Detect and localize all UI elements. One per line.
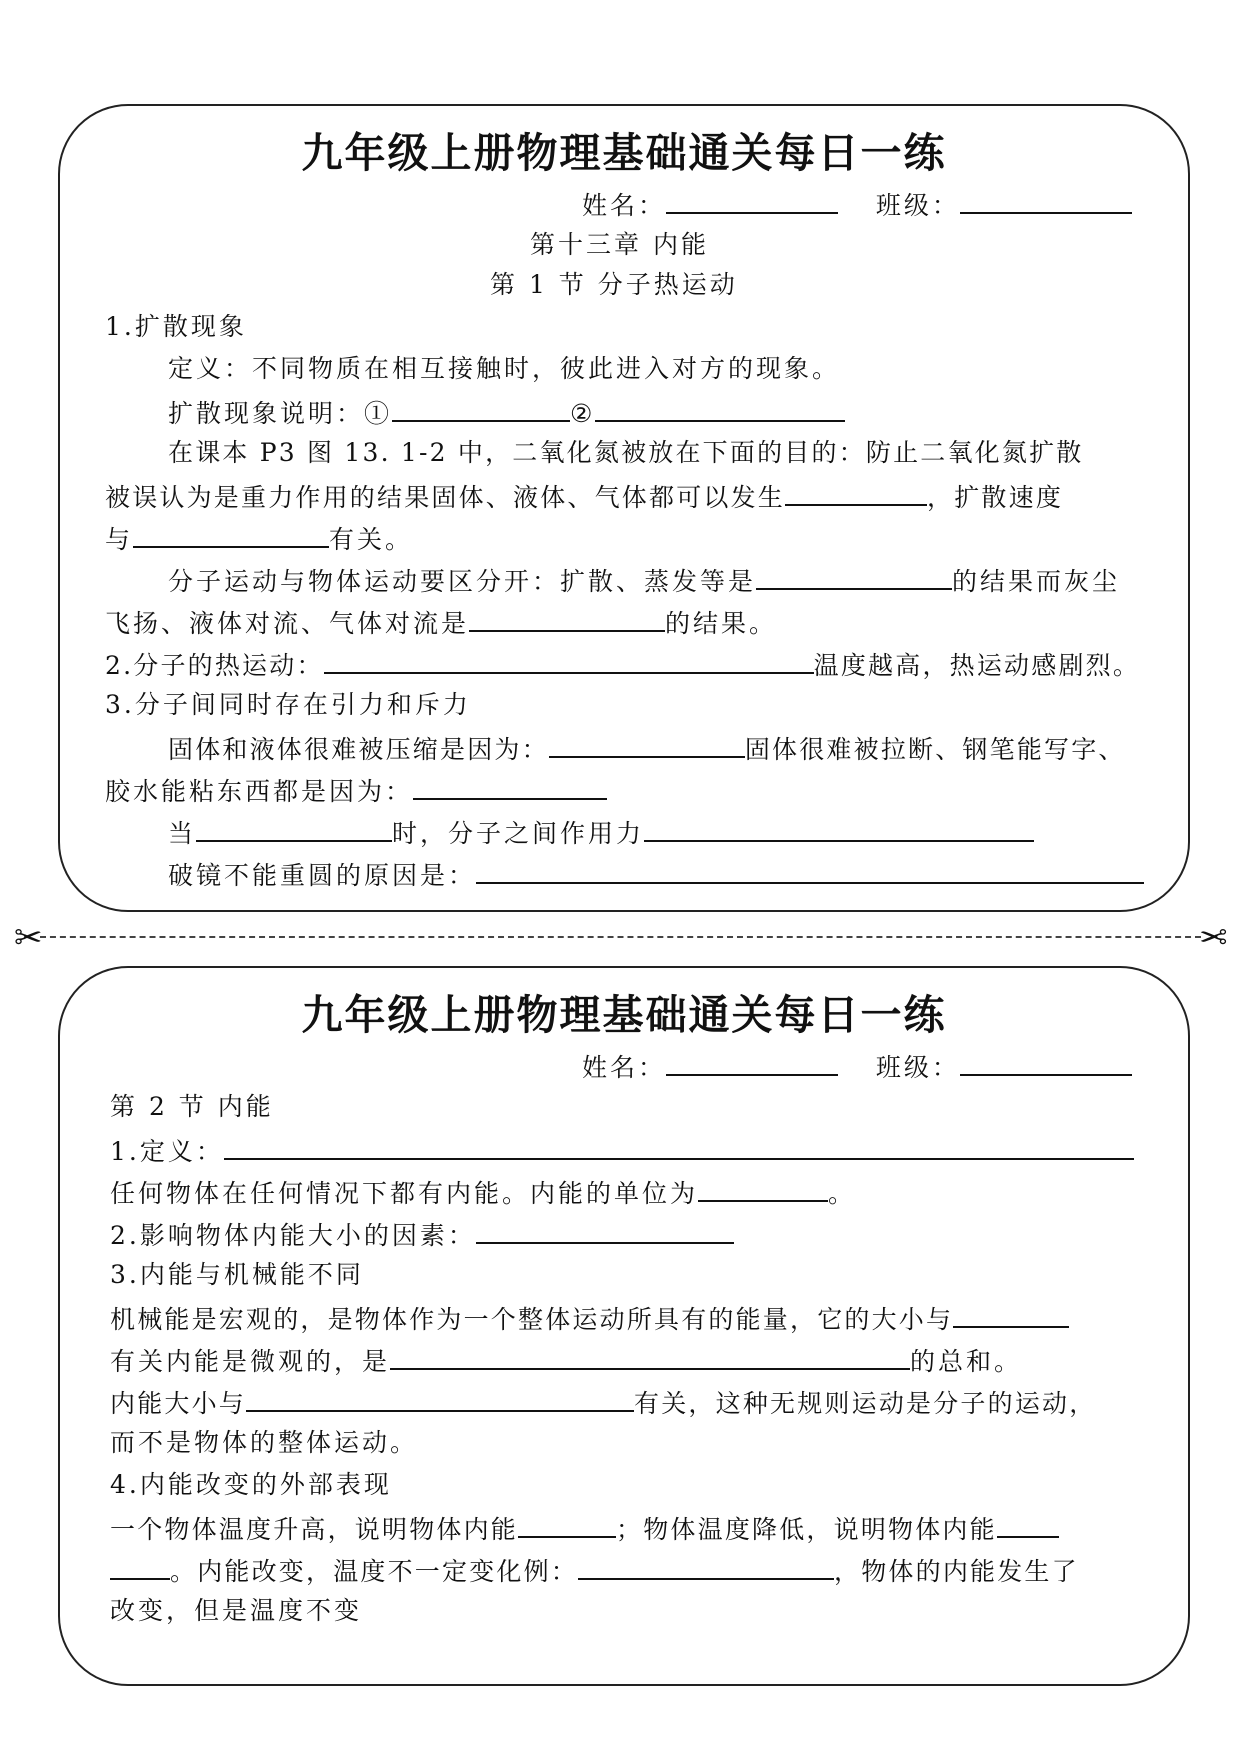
blank-field[interactable] [469, 604, 665, 632]
student-info-row [582, 1048, 1132, 1085]
line-thermal-motion: 2.分子的热运动： 温度越高，热运动感剧烈。 [105, 646, 1140, 683]
heading-forces: 3.分子间同时存在引力和斥力 [105, 690, 471, 719]
blank-field[interactable] [578, 1552, 834, 1580]
name-label: 姓名： [582, 1053, 667, 1082]
line-definition: 1.定义： [110, 1132, 1134, 1169]
section-heading: 第 1 节 分子热运动 [490, 270, 738, 299]
scissors-icon: ✂ [1198, 918, 1227, 958]
blank-field[interactable] [413, 772, 607, 800]
blank-field[interactable] [595, 394, 845, 422]
blank-field[interactable] [390, 1342, 910, 1370]
line-compression: 固体和液体很难被压缩是因为： 固体很难被拉断、钢笔能写字、 [168, 730, 1126, 767]
line-example: 。内能改变，温度不一定变化例： ，物体的内能发生了 [110, 1552, 1079, 1589]
line-unit: 任何物体在任何情况下都有内能。内能的单位为 。 [110, 1174, 856, 1211]
heading-diffusion: 1.扩散现象 [105, 312, 247, 341]
blank-field[interactable] [756, 562, 952, 590]
line-diffusion-occur: 被误认为是重力作用的结果固体、液体、气体都可以发生 ，扩散速度 [105, 478, 1063, 515]
blank-field[interactable] [953, 1300, 1069, 1328]
worksheet-card-1 [58, 104, 1190, 912]
section-heading: 第 2 节 内能 [110, 1092, 274, 1121]
blank-field[interactable] [476, 856, 1144, 884]
line-internal-energy-size: 内能大小与 有关，这种无规则运动是分子的运动， [110, 1384, 1096, 1421]
line-attraction: 胶水能粘东西都是因为： [105, 772, 607, 809]
student-info-row [582, 186, 1132, 223]
line-broken-mirror: 破镜不能重圆的原因是： [168, 856, 1144, 893]
blank-field[interactable] [196, 814, 392, 842]
line-force-condition: 当 时，分子之间作用力 [168, 814, 1034, 851]
blank-field[interactable] [476, 1216, 734, 1244]
line-diffusion-speed: 与 有关。 [105, 520, 413, 557]
name-field[interactable] [666, 186, 838, 214]
text-temperature-constant: 改变，但是温度不变 [110, 1596, 363, 1625]
text-not-whole-motion: 而不是物体的整体运动。 [110, 1428, 419, 1457]
blank-field[interactable] [110, 1552, 170, 1580]
line-molecular-motion: 分子运动与物体运动要区分开：扩散、蒸发等是 的结果而灰尘 [168, 562, 1120, 599]
blank-field[interactable] [324, 646, 814, 674]
line-internal-energy: 有关内能是微观的，是 的总和。 [110, 1342, 1022, 1379]
line-object-motion: 飞扬、液体对流、气体对流是 的结果。 [105, 604, 777, 641]
worksheet-card-2 [58, 966, 1190, 1686]
chapter-heading: 第十三章 内能 [530, 230, 709, 259]
blank-field[interactable] [133, 520, 329, 548]
line-diffusion-meaning: 扩散现象说明：① ② [168, 394, 845, 431]
sheet-title: 九年级上册物理基础通关每日一练 [301, 991, 947, 1039]
class-label: 班级： [875, 1053, 960, 1082]
cut-line [40, 936, 1201, 938]
blank-field[interactable] [224, 1132, 1134, 1160]
name-field[interactable] [666, 1048, 838, 1076]
line-mechanical-energy: 机械能是宏观的，是物体作为一个整体运动所具有的能量，它的大小与 [110, 1300, 1069, 1337]
class-field[interactable] [960, 1048, 1132, 1076]
blank-field[interactable] [392, 394, 570, 422]
class-label: 班级： [875, 191, 960, 220]
scissors-icon: ✂ [14, 918, 43, 958]
blank-field[interactable] [246, 1384, 634, 1412]
sheet-title: 九年级上册物理基础通关每日一练 [301, 129, 947, 177]
name-label: 姓名： [582, 191, 667, 220]
blank-field[interactable] [549, 730, 745, 758]
blank-field[interactable] [698, 1174, 828, 1202]
line-factors: 2.影响物体内能大小的因素： [110, 1216, 734, 1253]
text-definition: 定义：不同物质在相互接触时，彼此进入对方的现象。 [168, 354, 841, 383]
heading-difference: 3.内能与机械能不同 [110, 1260, 364, 1289]
line-temperature-change: 一个物体温度升高，说明物体内能 ；物体温度降低，说明物体内能 [110, 1510, 1059, 1547]
heading-external: 4.内能改变的外部表现 [110, 1470, 392, 1499]
blank-field[interactable] [997, 1510, 1059, 1538]
blank-field[interactable] [644, 814, 1034, 842]
text-textbook-note: 在课本 P3 图 13. 1-2 中，二氧化氮被放在下面的目的：防止二氧化氮扩散 [168, 438, 1084, 467]
blank-field[interactable] [518, 1510, 616, 1538]
blank-field[interactable] [785, 478, 927, 506]
class-field[interactable] [960, 186, 1132, 214]
